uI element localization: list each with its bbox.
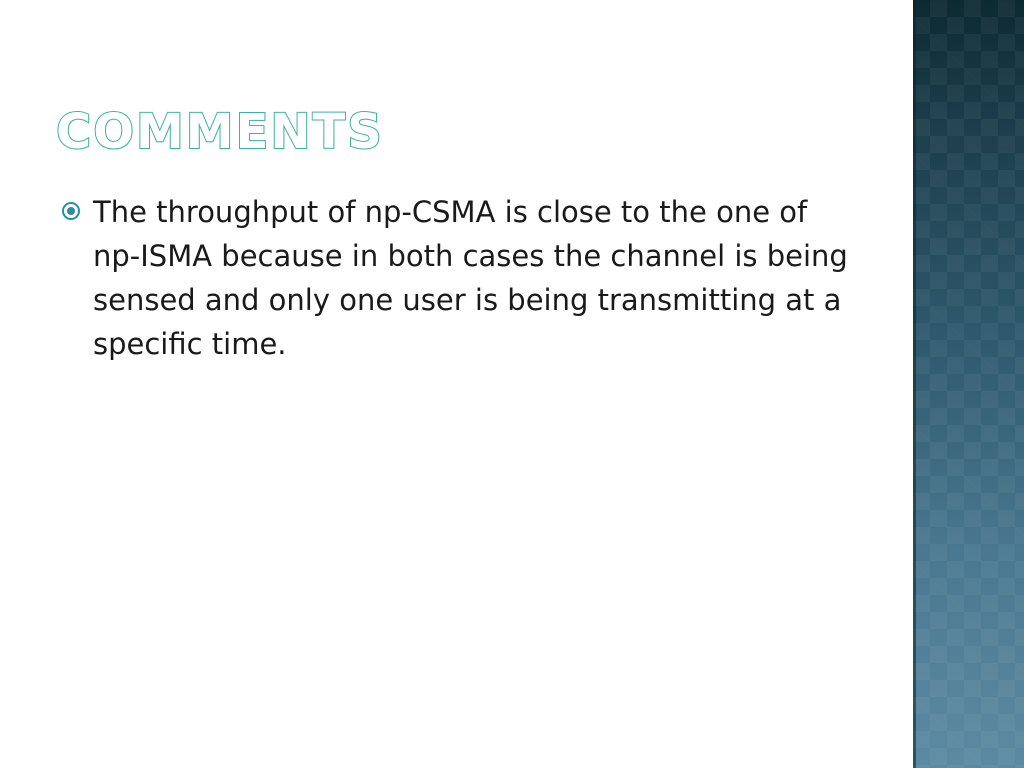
diamond-pattern [913,0,1024,768]
decorative-side-band [913,0,1024,768]
side-band-edge [913,0,916,768]
bullet-text: The throughput of np-CSMA is close to the one of np-ISMA because in both cases the channel is being sensed and only one user is being transmitting at a specific time. [93,195,848,361]
slide-title [56,106,384,158]
slide-title-text: COMMENTS [56,104,384,160]
bullet-item [62,190,852,366]
slide-content [62,190,852,366]
radio-bullet-icon [62,202,80,220]
